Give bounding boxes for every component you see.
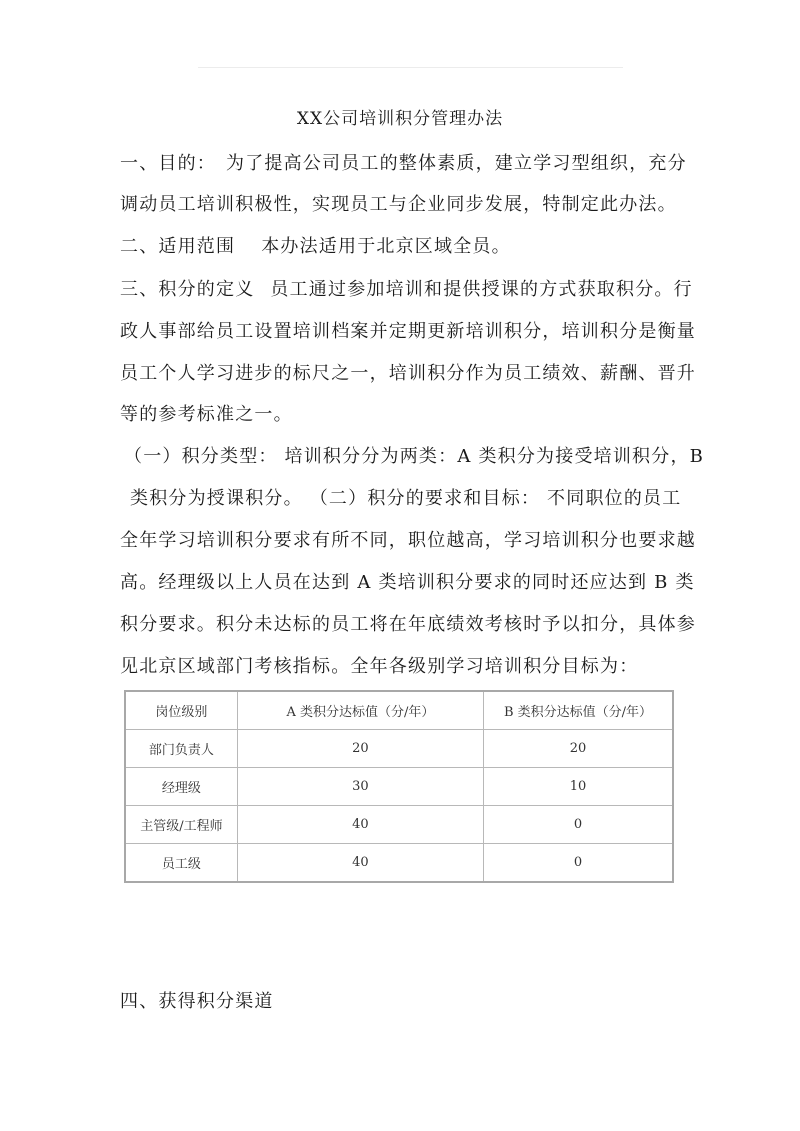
table-header-cell: A 类积分达标值（分/年） (237, 691, 483, 730)
table-cell: 部门负责人 (125, 730, 237, 768)
section-3-line-4: 等的参考标准之一。 (120, 404, 293, 425)
table-cell: 20 (484, 730, 674, 768)
table-header-row (125, 691, 673, 730)
section-1-line-1 (120, 149, 695, 175)
section-2-heading: 二、适用范围 (120, 236, 236, 257)
section-2-text: 本办法适用于北京区域全员。 (261, 236, 511, 257)
section-3-text: 员工通过参加培训和提供授课的方式获取积分。行 (270, 279, 693, 300)
section-3-line-2: 政人事部给员工设置培训档案并定期更新培训积分，培训积分是衡量 (120, 321, 696, 342)
table-cell: 经理级 (125, 768, 237, 806)
table-cell: 20 (237, 730, 483, 768)
footer-mark (383, 1052, 413, 1060)
section-3-line-3: 员工个人学习进步的标尺之一，培训积分作为员工绩效、薪酬、晋升 (120, 363, 696, 384)
table-row (125, 806, 673, 844)
table-cell: 30 (237, 768, 483, 806)
points-line-1: （一）积分类型： 培训积分分为两类：A 类积分为接受培训积分，B (124, 446, 705, 467)
table-cell: 40 (237, 844, 483, 883)
table-header-cell: 岗位级别 (125, 691, 237, 730)
table-row (125, 844, 673, 883)
table-cell: 40 (237, 806, 483, 844)
table-row (125, 730, 673, 768)
points-line-5: 积分要求。积分未达标的员工将在年底绩效考核时予以扣分，具体参 (120, 614, 696, 635)
document-title: XX公司培训积分管理办法 (296, 109, 504, 129)
table-row (125, 768, 673, 806)
points-line-3: 全年学习培训积分要求有所不同，职位越高，学习培训积分也要求越 (120, 530, 696, 551)
section-4-heading: 四、获得积分渠道 (120, 991, 274, 1012)
points-line-6: 见北京区域部门考核指标。全年各级别学习培训积分目标为： (120, 656, 639, 677)
table-cell: 主管级/工程师 (125, 806, 237, 844)
table-header-cell: B 类积分达标值（分/年） (484, 691, 674, 730)
table-cell: 0 (484, 806, 674, 844)
section-3-heading: 三、积分的定义 (120, 279, 255, 300)
section-1-line-2: 调动员工培训积极性，实现员工与企业同步发展，特制定此办法。 (120, 194, 677, 215)
section-3-line-1 (120, 275, 695, 301)
table-cell: 10 (484, 768, 674, 806)
section-2 (120, 232, 695, 258)
section-1-text: 为了提高公司员工的整体素质，建立学习型组织，充分 (226, 153, 687, 174)
table-cell: 0 (484, 844, 674, 883)
header-rule (198, 67, 623, 68)
points-line-4: 高。经理级以上人员在达到 A 类培训积分要求的同时还应达到 B 类 (120, 572, 695, 593)
section-1-heading: 一、目的： (120, 153, 216, 174)
points-target-table (124, 690, 674, 883)
points-line-2: 类积分为授课积分。 （二）积分的要求和目标： 不同职位的员工 (130, 488, 682, 509)
table-cell: 员工级 (125, 844, 237, 883)
